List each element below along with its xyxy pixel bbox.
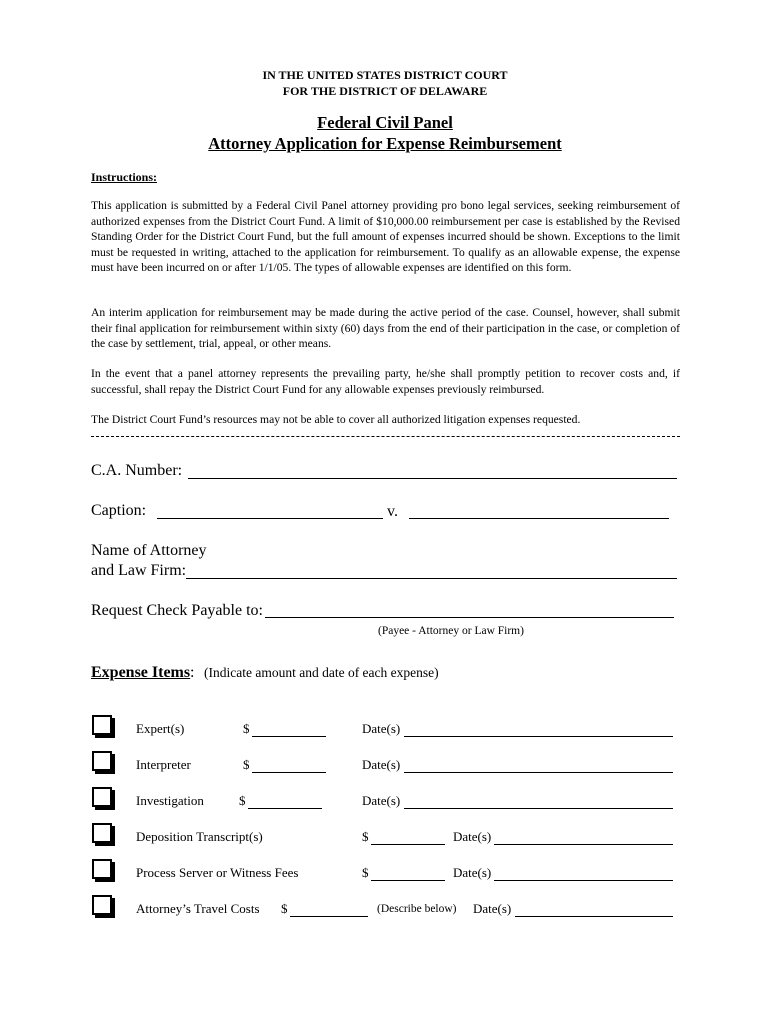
- form-title-line2: Attorney Application for Expense Reimbursement: [208, 134, 562, 153]
- process-server-date-label: Date(s): [453, 865, 492, 880]
- investigation-checkbox[interactable]: [92, 787, 112, 807]
- deposition-date-label: Date(s): [453, 829, 492, 844]
- expense-items-heading-text: Expense Items: [91, 664, 191, 681]
- process-server-amount-field[interactable]: [371, 880, 445, 881]
- check-payable-field[interactable]: [265, 617, 674, 618]
- travel-costs-date-field[interactable]: [515, 916, 673, 917]
- process-server-date-field[interactable]: [494, 880, 673, 881]
- instructions-heading: Instructions:: [91, 170, 158, 184]
- expert-checkbox[interactable]: [92, 715, 112, 735]
- court-name-line2: FOR THE DISTRICT OF DELAWARE: [282, 84, 488, 98]
- process-server-dollar-sign: $: [362, 865, 369, 880]
- travel-costs-date-label: Date(s): [473, 901, 512, 916]
- instructions-paragraph: In the event that a panel attorney represents the prevailing party, he/she shall promptly petition to recover costs and, if successful, shall repay the District Court Fund for any allowable expenses previously reimbursed.: [91, 367, 680, 396]
- deposition-checkbox[interactable]: [92, 823, 112, 843]
- investigation-date-field[interactable]: [404, 808, 673, 809]
- expert-date-label: Date(s): [362, 721, 401, 736]
- investigation-amount-field[interactable]: [248, 808, 322, 809]
- travel-costs-amount-field[interactable]: [290, 916, 368, 917]
- deposition-amount-field[interactable]: [371, 844, 445, 845]
- investigation-dollar-sign: $: [239, 793, 246, 808]
- interpreter-checkbox[interactable]: [92, 751, 112, 771]
- interpreter-date-label: Date(s): [362, 757, 401, 772]
- deposition-dollar-sign: $: [362, 829, 369, 844]
- expert-label: Expert(s): [136, 721, 185, 736]
- travel-costs-dollar-sign: $: [281, 901, 288, 916]
- deposition-label: Deposition Transcript(s): [136, 829, 263, 844]
- law-firm-label: and Law Firm:: [91, 562, 187, 579]
- expert-date-field[interactable]: [404, 736, 673, 737]
- check-payable-label: Request Check Payable to:: [91, 602, 263, 619]
- attorney-firm-field[interactable]: [186, 578, 677, 579]
- expense-items-instruction: (Indicate amount and date of each expense): [204, 665, 439, 680]
- payee-note: (Payee - Attorney or Law Firm): [378, 625, 524, 637]
- ca-number-label: C.A. Number:: [91, 462, 183, 479]
- attorney-name-label: Name of Attorney: [91, 542, 207, 559]
- expert-amount-field[interactable]: [252, 736, 326, 737]
- court-name-line1: IN THE UNITED STATES DISTRICT COURT: [262, 68, 508, 82]
- deposition-date-field[interactable]: [494, 844, 673, 845]
- instructions-paragraph: The District Court Fund’s resources may not be able to cover all authorized litigation expenses requested.: [91, 413, 581, 426]
- interpreter-label: Interpreter: [136, 757, 191, 772]
- describe-below-note: (Describe below): [377, 903, 457, 915]
- travel-costs-checkbox[interactable]: [92, 895, 112, 915]
- expense-items-heading: [91, 664, 190, 682]
- investigation-label: Investigation: [136, 793, 204, 808]
- ca-number-field[interactable]: [188, 478, 677, 479]
- caption-label: Caption:: [91, 502, 147, 519]
- travel-costs-label: Attorney’s Travel Costs: [136, 901, 260, 916]
- instructions-paragraph: An interim application for reimbursement may be made during the active period of the case. Counsel, however, shall submit their final application for reimbursement within sixty (60) days from the end of their participation in the case, or completion of the case by settlement, trial, appeal, or other means.: [91, 306, 680, 350]
- interpreter-date-field[interactable]: [404, 772, 673, 773]
- interpreter-dollar-sign: $: [243, 757, 250, 772]
- caption-defendant-field[interactable]: [409, 518, 669, 519]
- expert-dollar-sign: $: [243, 721, 250, 736]
- process-server-label: Process Server or Witness Fees: [136, 865, 299, 880]
- caption-plaintiff-field[interactable]: [157, 518, 383, 519]
- instructions-paragraph: This application is submitted by a Federal Civil Panel attorney providing pro bono legal services, seeking reimbursement of authorized expenses from the District Court Fund. A limit of $10,000.00 reimbursement per case is established by the Revised Standing Order for the District Court Fund, but the full amount of expenses incurred should be shown. Exceptions to the limit must be requested in writing, attached to the application for reimbursement. To qualify as an allowable expense, the expense must have been incurred on or after 1/1/05. The types of allowable expenses are identified on this form.: [91, 199, 680, 274]
- versus-label: v.: [387, 503, 398, 520]
- form-title-line1: Federal Civil Panel: [317, 113, 453, 132]
- interpreter-amount-field[interactable]: [252, 772, 326, 773]
- dashed-divider: [91, 436, 680, 437]
- expense-heading-colon: :: [190, 664, 195, 681]
- investigation-date-label: Date(s): [362, 793, 401, 808]
- process-server-checkbox[interactable]: [92, 859, 112, 879]
